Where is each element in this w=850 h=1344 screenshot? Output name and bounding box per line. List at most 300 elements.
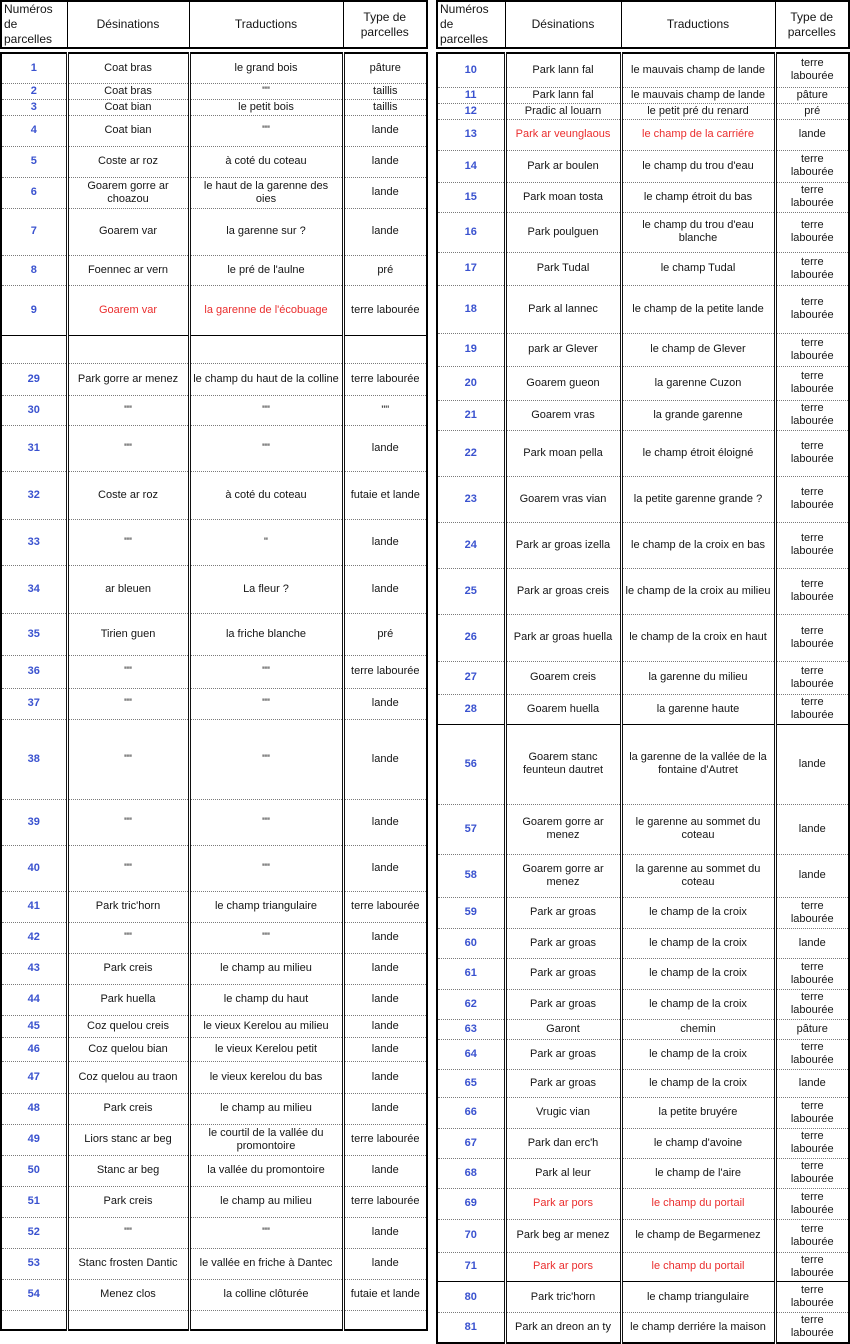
table-row [437, 568, 849, 614]
designation-cell: Goarem vras vian [505, 476, 621, 522]
designation-cell: Park ar groas izella [505, 522, 621, 568]
designation-cell: ar bleuen [67, 565, 189, 613]
table-row [437, 958, 849, 989]
designation-cell: Goarem var [67, 285, 189, 335]
designation-cell: "" [67, 395, 189, 425]
traduction-cell: le champ de l'aire [621, 1158, 775, 1188]
type-cell: lande [343, 565, 427, 613]
traduction-cell: le grand bois [189, 53, 343, 83]
table-row [1, 1124, 427, 1155]
designation-cell: Goarem gorre ar menez [505, 804, 621, 854]
parcel-number: 81 [437, 1313, 505, 1343]
type-cell: lande [343, 1248, 427, 1279]
type-cell [343, 335, 427, 363]
parcel-number: 9 [1, 285, 67, 335]
traduction-cell: la garenne du milieu [621, 661, 775, 694]
designation-cell: Park creis [67, 1186, 189, 1217]
designation-cell: Pradic al louarn [505, 103, 621, 119]
parcel-number: 25 [437, 568, 505, 614]
header-traductions: Traductions [189, 1, 343, 48]
type-cell: lande [775, 119, 849, 150]
table-row [1, 99, 427, 115]
parcel-number: 16 [437, 212, 505, 252]
traduction-cell [189, 335, 343, 363]
designation-cell: park ar Glever [505, 333, 621, 366]
designation-cell: Foennec ar vern [67, 255, 189, 285]
type-cell: lande [343, 208, 427, 255]
parcel-number: 58 [437, 854, 505, 897]
table-header-right [436, 0, 850, 49]
parcel-number: 54 [1, 1279, 67, 1310]
designation-cell: Park ar boulen [505, 150, 621, 182]
designation-cell: Coz quelou bian [67, 1037, 189, 1061]
type-cell: lande [343, 688, 427, 719]
traduction-cell: le petit bois [189, 99, 343, 115]
designation-cell: Park beg ar menez [505, 1219, 621, 1252]
parcel-number: 68 [437, 1158, 505, 1188]
designation-cell [67, 1310, 189, 1330]
traduction-cell: le champ au milieu [189, 953, 343, 984]
table-row [437, 366, 849, 400]
table-row [1, 335, 427, 363]
type-cell [343, 1310, 427, 1330]
traduction-cell: la vallée du promontoire [189, 1155, 343, 1186]
parcel-number: 8 [1, 255, 67, 285]
table-row [1, 613, 427, 655]
type-cell: terre labourée [343, 655, 427, 688]
traduction-cell: le champ étroit éloigné [621, 430, 775, 476]
traduction-cell: La fleur ? [189, 565, 343, 613]
designation-cell: Park al lannec [505, 285, 621, 333]
type-cell: lande [343, 1217, 427, 1248]
traduction-cell: la garenne sur ? [189, 208, 343, 255]
type-cell: lande [775, 928, 849, 958]
traduction-cell: le champ de Begarmenez [621, 1219, 775, 1252]
designation-cell: Park ar groas [505, 1039, 621, 1069]
table-row [1, 1037, 427, 1061]
table-row [1, 285, 427, 335]
table-row [1, 719, 427, 799]
designation-cell: Park moan tosta [505, 182, 621, 212]
traduction-cell: le vallée en friche à Dantec [189, 1248, 343, 1279]
type-cell: lande [343, 1037, 427, 1061]
traduction-cell: le champ de la croix en bas [621, 522, 775, 568]
parcel-number [1, 335, 67, 363]
table-row [437, 430, 849, 476]
table-row [1, 519, 427, 565]
designation-cell: Goarem creis [505, 661, 621, 694]
traduction-cell: le petit pré du renard [621, 103, 775, 119]
parcel-number: 57 [437, 804, 505, 854]
table-row [437, 1158, 849, 1188]
parcel-number: 10 [464, 63, 477, 76]
traduction-cell: le champ de la croix en haut [621, 614, 775, 661]
traduction-cell: le vieux kerelou du bas [189, 1061, 343, 1093]
type-cell: terre labourée [775, 694, 849, 724]
parcel-number: 44 [1, 984, 67, 1015]
traduction-cell: à coté du coteau [189, 471, 343, 519]
table-row [1, 1217, 427, 1248]
traduction-cell: le champ triangulaire [621, 1282, 775, 1313]
designation-cell: Park ar groas [505, 989, 621, 1019]
table-row [1, 655, 427, 688]
traduction-cell [189, 1310, 343, 1330]
table-row [437, 854, 849, 897]
traduction-cell: la friche blanche [189, 613, 343, 655]
parcel-number: 2 [1, 83, 67, 99]
traduction-cell: le pré de l'aulne [189, 255, 343, 285]
parcel-number: 64 [437, 1039, 505, 1069]
table-row [437, 476, 849, 522]
traduction-cell: le courtil de la vallée du promontoire [189, 1124, 343, 1155]
parcel-number: 32 [1, 471, 67, 519]
type-cell: lande [775, 854, 849, 897]
table-row [437, 1039, 849, 1069]
traduction-cell: le champ du portail [621, 1252, 775, 1281]
table-row [437, 212, 849, 252]
designation-cell: Park ar pors [505, 1252, 621, 1281]
type-cell: lande [343, 1155, 427, 1186]
traduction-cell: le vieux Kerelou au milieu [189, 1015, 343, 1037]
parcel-number: 49 [1, 1124, 67, 1155]
designation-cell: Menez clos [67, 1279, 189, 1310]
designation-cell: "" [67, 519, 189, 565]
parcel-number: 46 [1, 1037, 67, 1061]
type-cell: terre labourée [775, 430, 849, 476]
parcel-number: 71 [437, 1252, 505, 1281]
type-cell: lande [343, 1015, 427, 1037]
parcel-number: 21 [437, 400, 505, 430]
type-cell: lande [775, 804, 849, 854]
header-desinations: Désinations [505, 1, 621, 48]
traduction-cell: la garenne Cuzon [621, 366, 775, 400]
type-cell: lande [343, 922, 427, 953]
type-cell: terre labourée [343, 1186, 427, 1217]
type-cell: terre labourée [343, 891, 427, 922]
parcelles-table-right [436, 0, 850, 1344]
type-cell: terre labourée [343, 363, 427, 395]
table-row [1, 425, 427, 471]
designation-cell: Stanc frosten Dantic [67, 1248, 189, 1279]
table-row [1, 1015, 427, 1037]
parcel-number: 80 [437, 1282, 505, 1313]
parcel-number: 12 [437, 103, 505, 119]
designation-cell: Park al leur [505, 1158, 621, 1188]
parcel-number: 28 [437, 694, 505, 724]
designation-cell: Park ar groas [505, 1069, 621, 1097]
traduction-cell: le champ de la croix [621, 1069, 775, 1097]
designation-cell: Park dan erc'h [505, 1128, 621, 1158]
designation-cell: Tirien guen [67, 613, 189, 655]
type-cell: terre labourée [775, 614, 849, 661]
traduction-cell: "" [189, 688, 343, 719]
type-cell: terre labourée [775, 366, 849, 400]
table-row [437, 1219, 849, 1252]
table-row [437, 522, 849, 568]
type-cell: lande [343, 425, 427, 471]
table-row [1, 53, 427, 83]
type-cell: lande [343, 719, 427, 799]
designation-cell: Park ar pors [505, 1188, 621, 1219]
traduction-cell: le champ de la croix [621, 958, 775, 989]
traduction-cell: le champ de la croix [621, 928, 775, 958]
designation-cell: Park ar veunglaous [505, 119, 621, 150]
type-cell: pâture [343, 53, 427, 83]
type-cell: lande [343, 115, 427, 146]
parcel-number: 30 [1, 395, 67, 425]
designation-cell: "" [67, 425, 189, 471]
table-row [1, 688, 427, 719]
table-row [1, 395, 427, 425]
table-row [437, 150, 849, 182]
designation-cell: Park lann fal [505, 87, 621, 103]
type-cell: lande [343, 984, 427, 1015]
designation-cell: Park tric'horn [67, 891, 189, 922]
traduction-cell: le champ de la croix [621, 897, 775, 928]
traduction-cell: la garenne haute [621, 694, 775, 724]
parcel-number: 53 [1, 1248, 67, 1279]
table-row [437, 724, 849, 804]
header-numeros: Numéros de parcelles [4, 2, 53, 46]
traduction-cell: le champ du haut [189, 984, 343, 1015]
table-row [1, 363, 427, 395]
designation-cell: Coat bian [67, 115, 189, 146]
table-row [1, 177, 427, 208]
type-cell: lande [343, 1061, 427, 1093]
table-row [437, 252, 849, 285]
traduction-cell: la petite bruyére [621, 1097, 775, 1128]
traduction-cell: le champ de Glever [621, 333, 775, 366]
traduction-cell: "" [189, 425, 343, 471]
parcel-number: 70 [437, 1219, 505, 1252]
table-row [437, 1252, 849, 1281]
traduction-cell: le champ au milieu [189, 1093, 343, 1124]
designation-cell: "" [67, 1217, 189, 1248]
type-cell: terre labourée [775, 212, 849, 252]
designation-cell: "" [67, 922, 189, 953]
type-cell: taillis [343, 83, 427, 99]
type-cell: terre labourée [775, 1252, 849, 1281]
designation-cell: Goarem gorre ar menez [505, 854, 621, 897]
designation-cell: "" [67, 799, 189, 845]
type-cell: terre labourée [775, 1282, 849, 1313]
parcel-number: 13 [437, 119, 505, 150]
table-row [1, 255, 427, 285]
table-row [1, 1248, 427, 1279]
table-row [437, 1188, 849, 1219]
parcel-number: 59 [437, 897, 505, 928]
parcel-number: 7 [1, 208, 67, 255]
parcel-number: 18 [437, 285, 505, 333]
type-cell: futaie et lande [343, 471, 427, 519]
table-row [437, 928, 849, 958]
designation-cell: Park ar groas [505, 897, 621, 928]
type-cell: pré [775, 103, 849, 119]
table-row [437, 87, 849, 103]
parcel-number: 29 [1, 363, 67, 395]
parcel-number: 17 [437, 252, 505, 285]
traduction-cell: la colline clôturée [189, 1279, 343, 1310]
table-row [1, 115, 427, 146]
parcel-number: 45 [1, 1015, 67, 1037]
type-cell: lande [775, 1069, 849, 1097]
parcel-number: 31 [1, 425, 67, 471]
parcel-number: 5 [1, 146, 67, 177]
table-row [1, 208, 427, 255]
traduction-cell: "" [189, 655, 343, 688]
traduction-cell: "" [189, 395, 343, 425]
designation-cell: Park Tudal [505, 252, 621, 285]
traduction-cell: le haut de la garenne des oies [189, 177, 343, 208]
type-cell: lande [343, 953, 427, 984]
designation-cell: Coat bian [67, 99, 189, 115]
parcel-number: 27 [437, 661, 505, 694]
traduction-cell: la grande garenne [621, 400, 775, 430]
traduction-cell: le champ étroit du bas [621, 182, 775, 212]
parcel-number: 38 [1, 719, 67, 799]
table-row [437, 989, 849, 1019]
designation-cell: Coat bras [67, 83, 189, 99]
table-body-left [0, 52, 428, 1331]
parcel-number: 1 [30, 61, 37, 74]
table-row [1, 146, 427, 177]
type-cell: terre labourée [343, 1124, 427, 1155]
type-cell: terre labourée [775, 989, 849, 1019]
table-row [437, 53, 849, 87]
traduction-cell: "" [189, 83, 343, 99]
parcel-number: 33 [1, 519, 67, 565]
designation-cell: Park creis [67, 953, 189, 984]
type-cell: "" [343, 395, 427, 425]
table-row [437, 1313, 849, 1343]
parcel-number: 47 [1, 1061, 67, 1093]
parcel-number: 41 [1, 891, 67, 922]
parcel-number: 36 [1, 655, 67, 688]
parcel-number: 23 [437, 476, 505, 522]
type-cell: terre labourée [775, 522, 849, 568]
designation-cell: Goarem stanc feunteun dautret [505, 724, 621, 804]
designation-cell: "" [67, 719, 189, 799]
parcel-number: 22 [437, 430, 505, 476]
type-cell: terre labourée [775, 661, 849, 694]
table-row [1, 845, 427, 891]
type-cell: terre labourée [775, 1097, 849, 1128]
parcel-number: 34 [1, 565, 67, 613]
parcel-number: 19 [437, 333, 505, 366]
type-cell: lande [343, 799, 427, 845]
table-row [437, 804, 849, 854]
designation-cell: Coste ar roz [67, 471, 189, 519]
designation-cell: Goarem gorre ar choazou [67, 177, 189, 208]
traduction-cell: le mauvais champ de lande [621, 87, 775, 103]
type-cell: lande [343, 177, 427, 208]
traduction-cell: le champ de la croix [621, 1039, 775, 1069]
type-cell: terre labourée [775, 568, 849, 614]
table-row [1, 984, 427, 1015]
parcel-number: 4 [1, 115, 67, 146]
designation-cell: Goarem gueon [505, 366, 621, 400]
header-numeros: Numéros de parcelles [440, 2, 489, 46]
type-cell: terre labourée [775, 1158, 849, 1188]
table-row [437, 103, 849, 119]
header-traductions: Traductions [621, 1, 775, 48]
designation-cell: Park lann fal [505, 53, 621, 87]
table-row [1, 83, 427, 99]
type-cell: futaie et lande [343, 1279, 427, 1310]
designation-cell: Park tric'horn [505, 1282, 621, 1313]
traduction-cell: la garenne de l'écobuage [189, 285, 343, 335]
table-row [1, 799, 427, 845]
designation-cell: Park ar groas huella [505, 614, 621, 661]
type-cell: pâture [775, 1019, 849, 1039]
table-row [437, 1097, 849, 1128]
designation-cell: Vrugic vian [505, 1097, 621, 1128]
designation-cell: Goarem var [67, 208, 189, 255]
type-cell: pâture [775, 87, 849, 103]
designation-cell: Park ar groas [505, 928, 621, 958]
parcel-number: 67 [437, 1128, 505, 1158]
table-row [437, 1128, 849, 1158]
header-type: Type de parcelles [343, 1, 427, 48]
parcel-number: 3 [1, 99, 67, 115]
parcel-number: 66 [437, 1097, 505, 1128]
designation-cell: Park huella [67, 984, 189, 1015]
traduction-cell: "" [189, 1217, 343, 1248]
table-row [437, 694, 849, 724]
traduction-cell: le garenne au sommet du coteau [621, 804, 775, 854]
header-type: Type de parcelles [775, 1, 849, 48]
designation-cell: Liors stanc ar beg [67, 1124, 189, 1155]
designation-cell: Goarem vras [505, 400, 621, 430]
table-row [1, 565, 427, 613]
table-row [437, 1069, 849, 1097]
parcel-number: 48 [1, 1093, 67, 1124]
designation-cell: Coste ar roz [67, 146, 189, 177]
type-cell: terre labourée [775, 53, 849, 87]
parcel-number: 14 [437, 150, 505, 182]
table-row [1, 1279, 427, 1310]
traduction-cell: chemin [621, 1019, 775, 1039]
type-cell: terre labourée [775, 897, 849, 928]
table-row [1, 922, 427, 953]
designation-cell: Park an dreon an ty [505, 1313, 621, 1343]
traduction-cell: le champ derriére la maison [621, 1313, 775, 1343]
parcel-number: 35 [1, 613, 67, 655]
parcel-number: 56 [437, 724, 505, 804]
type-cell: lande [775, 724, 849, 804]
type-cell: lande [343, 519, 427, 565]
type-cell: pré [343, 255, 427, 285]
traduction-cell: le champ de la petite lande [621, 285, 775, 333]
parcel-number: 63 [437, 1019, 505, 1039]
type-cell: terre labourée [775, 150, 849, 182]
type-cell: terre labourée [343, 285, 427, 335]
traduction-cell: le champ au milieu [189, 1186, 343, 1217]
type-cell: terre labourée [775, 1219, 849, 1252]
type-cell: taillis [343, 99, 427, 115]
designation-cell: Park moan pella [505, 430, 621, 476]
traduction-cell: le champ du portail [621, 1188, 775, 1219]
parcel-number: 43 [1, 953, 67, 984]
type-cell: pré [343, 613, 427, 655]
type-cell: terre labourée [775, 958, 849, 989]
parcel-number: 50 [1, 1155, 67, 1186]
type-cell: terre labourée [775, 333, 849, 366]
designation-cell: Coz quelou creis [67, 1015, 189, 1037]
parcel-number: 60 [437, 928, 505, 958]
traduction-cell: le vieux Kerelou petit [189, 1037, 343, 1061]
designation-cell: Park poulguen [505, 212, 621, 252]
